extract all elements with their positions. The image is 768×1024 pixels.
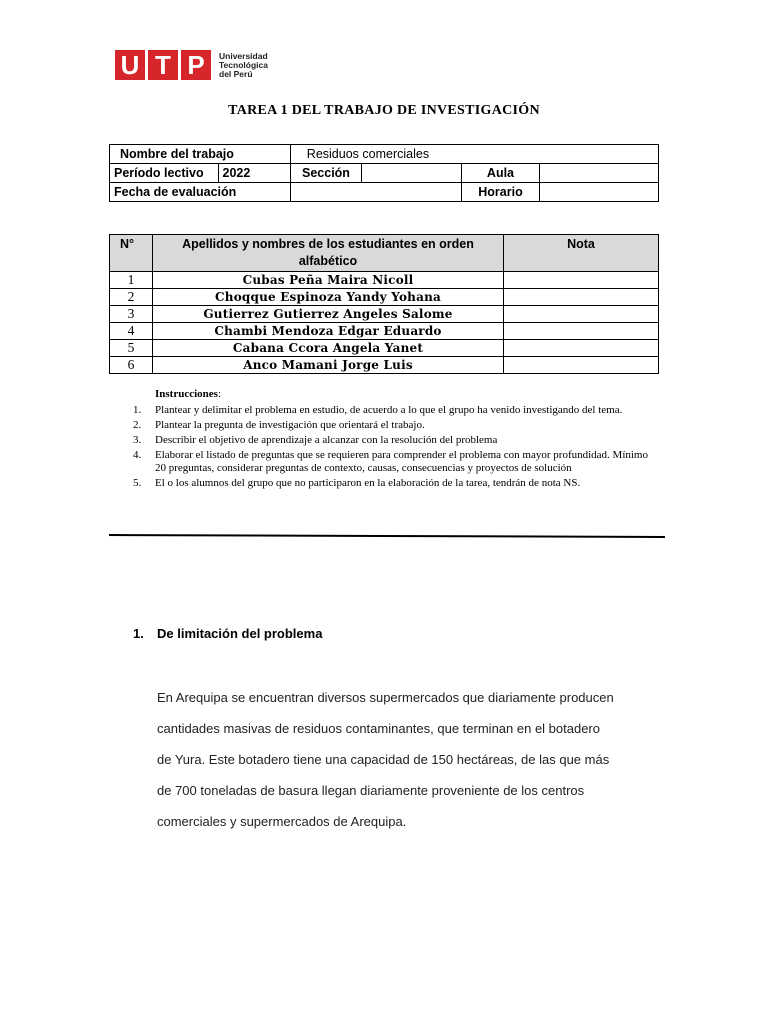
item-number: 3. bbox=[133, 433, 142, 446]
table-row bbox=[110, 357, 659, 374]
list-item bbox=[133, 477, 653, 491]
student-nota bbox=[504, 323, 659, 340]
horario-label: Horario bbox=[462, 183, 540, 202]
table-row bbox=[110, 272, 659, 289]
table-row bbox=[110, 306, 659, 323]
students-header-row bbox=[110, 235, 659, 272]
row-number: 5 bbox=[110, 340, 153, 357]
university-line-2: Tecnológica bbox=[219, 59, 268, 70]
item-number: 1. bbox=[133, 403, 142, 416]
aula-value bbox=[539, 164, 658, 183]
seccion-label: Sección bbox=[290, 164, 361, 183]
row-number: 1 bbox=[110, 272, 153, 289]
item-text: El o los alumnos del grupo que no participaron en la elaboración de la tarea, tendrán de nota NS. bbox=[155, 477, 581, 489]
student-nota bbox=[504, 289, 659, 306]
university-line-3: del Perú bbox=[219, 68, 253, 79]
utp-logo bbox=[115, 50, 268, 80]
horario-value bbox=[539, 183, 658, 202]
list-item bbox=[133, 434, 653, 448]
seccion-value bbox=[362, 164, 462, 183]
logo-letter-u: U bbox=[115, 50, 145, 80]
item-number: 2. bbox=[133, 418, 142, 431]
body-line: En Arequipa se encuentran diversos supermercados que diariamente producen bbox=[157, 690, 614, 705]
body-line: comerciales y supermercados de Arequipa. bbox=[157, 814, 407, 829]
item-text: Plantear la pregunta de investigación que orientará el trabajo. bbox=[155, 418, 425, 431]
body-line: cantidades masivas de residuos contaminantes, que terminan en el botadero bbox=[157, 721, 600, 736]
fecha-label: Fecha de evaluación bbox=[110, 183, 291, 202]
header-names: Apellidos y nombres de los estudiantes en orden alfabético bbox=[153, 235, 504, 272]
table-row bbox=[110, 289, 659, 306]
university-name bbox=[219, 52, 268, 79]
item-text: Elaborar el listado de preguntas que se requieren para comprender el problema con mayor profundidad. Mínimo 20 preguntas, considerar preguntas de contexto, causas, consecuencias y proyectos de solución bbox=[155, 448, 648, 474]
section-heading bbox=[133, 626, 322, 641]
document-title: TAREA 1 DEL TRABAJO DE INVESTIGACIÓN bbox=[228, 103, 540, 118]
table-row bbox=[110, 323, 659, 340]
section-number: 1. bbox=[133, 626, 144, 641]
instructions-list bbox=[133, 404, 653, 491]
divider-line bbox=[109, 534, 665, 538]
nombre-value: Residuos comerciales bbox=[290, 145, 658, 164]
periodo-label: Período lectivo bbox=[110, 164, 219, 183]
header-number: N° bbox=[110, 235, 153, 272]
student-name: Choqque Espinoza Yandy Yohana bbox=[153, 289, 504, 306]
student-nota bbox=[504, 340, 659, 357]
fecha-value bbox=[290, 183, 461, 202]
item-number: 4. bbox=[133, 448, 142, 461]
list-item bbox=[133, 404, 653, 418]
student-nota bbox=[504, 357, 659, 374]
student-name: Cabana Ccora Angela Yanet bbox=[153, 340, 504, 357]
university-line-1: Universidad bbox=[219, 50, 268, 61]
item-number: 5. bbox=[133, 477, 142, 489]
aula-label: Aula bbox=[462, 164, 540, 183]
instructions bbox=[133, 388, 653, 492]
periodo-value: 2022 bbox=[218, 164, 290, 183]
student-name: Chambi Mendoza Edgar Eduardo bbox=[153, 323, 504, 340]
row-number: 3 bbox=[110, 306, 153, 323]
body-line: de Yura. Este botadero tiene una capacidad de 150 hectáreas, de las que más bbox=[157, 752, 610, 767]
student-nota bbox=[504, 272, 659, 289]
student-name: Cubas Peña Maira Nicoll bbox=[153, 272, 504, 289]
student-name: Anco Mamani Jorge Luis bbox=[153, 357, 504, 374]
list-item bbox=[133, 449, 653, 476]
student-name: Gutierrez Gutierrez Angeles Salome bbox=[153, 306, 504, 323]
student-nota bbox=[504, 306, 659, 323]
row-number: 6 bbox=[110, 357, 153, 374]
nombre-label: Nombre del trabajo bbox=[110, 145, 291, 164]
section-title: De limitación del problema bbox=[157, 626, 323, 641]
logo-letter-t: T bbox=[148, 50, 178, 80]
header-nota: Nota bbox=[504, 235, 659, 272]
item-text: Describir el objetivo de aprendizaje a alcanzar con la resolución del problema bbox=[155, 433, 498, 446]
row-number: 2 bbox=[110, 289, 153, 306]
students-table bbox=[109, 234, 659, 374]
item-text: Plantear y delimitar el problema en estudio, de acuerdo a lo que el grupo ha venido investigando del tema. bbox=[155, 403, 623, 416]
table-row bbox=[110, 340, 659, 357]
info-table bbox=[109, 144, 659, 202]
list-item bbox=[133, 419, 653, 433]
instructions-heading: Instrucciones: bbox=[155, 388, 222, 400]
row-number: 4 bbox=[110, 323, 153, 340]
logo-letter-p: P bbox=[181, 50, 211, 80]
body-line: de 700 toneladas de basura llegan diariamente proveniente de los centros bbox=[157, 783, 585, 798]
section-body bbox=[157, 682, 657, 837]
